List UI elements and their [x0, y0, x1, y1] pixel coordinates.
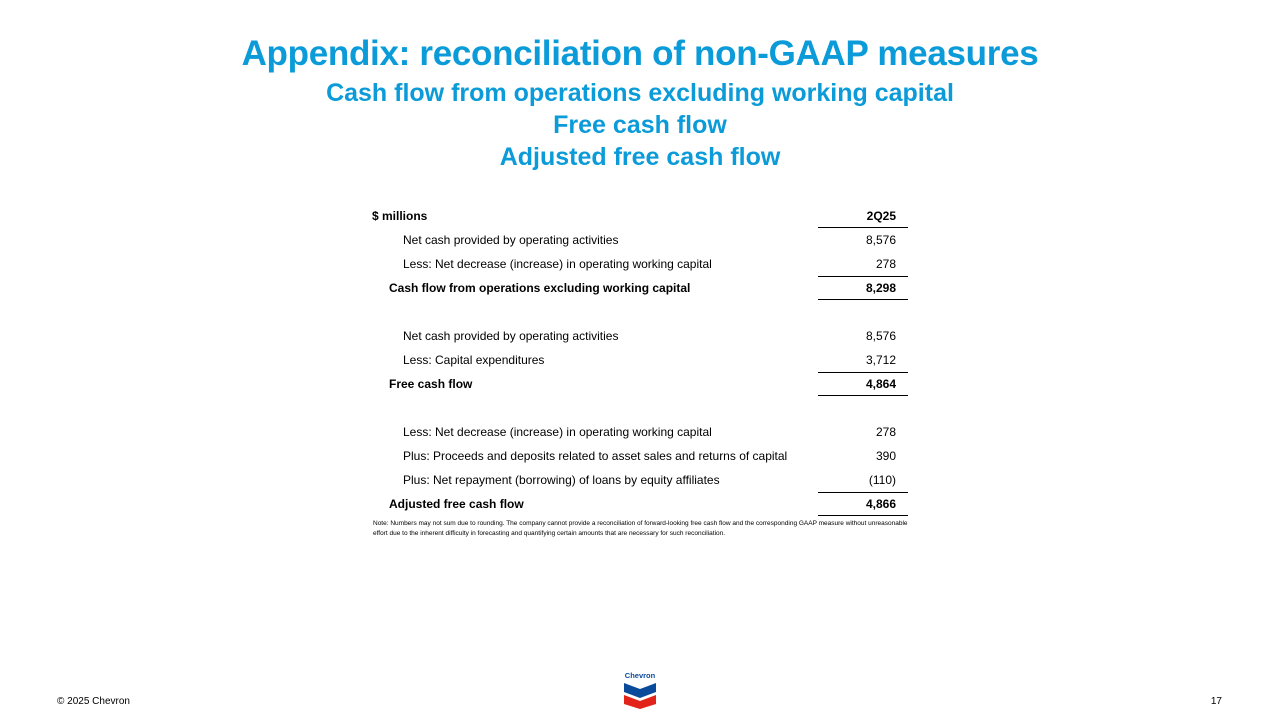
subtitle-adjusted-fcf: Adjusted free cash flow	[499, 143, 781, 171]
row-value: 8,576	[865, 233, 896, 247]
total-rule	[818, 299, 908, 300]
row-label: Less: Net decrease (increase) in operating working capital	[403, 425, 712, 439]
row-value: (110)	[868, 473, 896, 487]
row-label: Less: Net decrease (increase) in operating working capital	[403, 257, 712, 271]
table-row	[372, 252, 908, 276]
page-title: Appendix: reconciliation of non-GAAP measures	[241, 34, 1039, 73]
row-label: Net cash provided by operating activities	[403, 233, 619, 247]
table-row-total	[372, 276, 908, 300]
logo-wordmark: Chevron	[624, 671, 656, 680]
subtitle-free-cash-flow: Free cash flow	[553, 111, 727, 139]
row-value: 8,576	[865, 329, 896, 343]
row-label: Cash flow from operations excluding working capital	[389, 281, 691, 295]
table-header-period: 2Q25	[866, 209, 896, 223]
row-label: Plus: Net repayment (borrowing) of loans by equity affiliates	[403, 473, 720, 487]
section-spacer	[372, 300, 908, 324]
subtotal-rule	[818, 492, 908, 493]
reconciliation-table	[372, 204, 908, 516]
row-value: 278	[875, 425, 896, 439]
row-value: 3,712	[865, 353, 896, 367]
table-row-total	[372, 492, 908, 516]
row-value: 4,866	[865, 497, 896, 511]
table-row-total	[372, 372, 908, 396]
copyright: © 2025 Chevron	[57, 696, 130, 707]
subtotal-rule	[818, 372, 908, 373]
table-header-row	[372, 204, 908, 228]
footnote: Note: Numbers may not sum due to rounding. The company cannot provide a reconciliation of forward-looking free cash flow and the corresponding GAAP measure without unreasonable effort due to the inherent difficulty in forecasting and quantifying certain amounts that are necessary for such reconciliation.	[373, 520, 908, 537]
subtitle-cfo-excl-wc: Cash flow from operations excluding working capital	[326, 79, 954, 107]
row-label: Adjusted free cash flow	[389, 497, 524, 511]
page-number: 17	[1210, 696, 1222, 707]
row-label: Net cash provided by operating activities	[403, 329, 619, 343]
table-row	[372, 348, 908, 372]
table-row	[372, 420, 908, 444]
row-label: Less: Capital expenditures	[403, 353, 545, 367]
total-rule	[818, 515, 908, 516]
table-row	[372, 444, 908, 468]
chevron-logo	[622, 671, 658, 709]
table-row	[372, 324, 908, 348]
row-value: 8,298	[865, 281, 896, 295]
row-value: 390	[875, 449, 896, 463]
row-value: 278	[875, 257, 896, 271]
table-row	[372, 468, 908, 492]
row-label: Free cash flow	[389, 377, 473, 391]
total-rule	[818, 395, 908, 396]
table-header-units: $ millions	[372, 209, 428, 223]
table-row	[372, 228, 908, 252]
row-label: Plus: Proceeds and deposits related to asset sales and returns of capital	[403, 449, 788, 463]
section-spacer	[372, 396, 908, 420]
subtotal-rule	[818, 276, 908, 277]
row-value: 4,864	[865, 377, 896, 391]
